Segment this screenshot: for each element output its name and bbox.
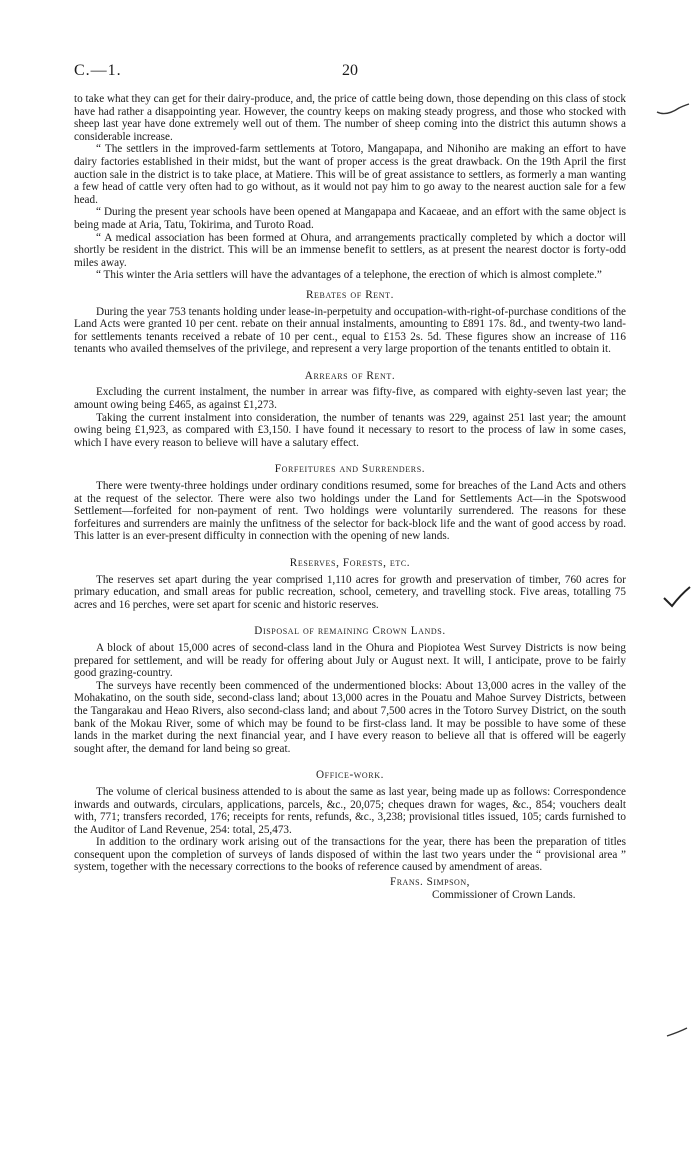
section-heading-rebates: Rebates of Rent. (305, 288, 395, 301)
paragraph: The surveys have recently been commenced of the undermentioned blocks: About 13,000 acres in the valley of the Mohakatino, on the south side, second-class land; about 13,000 acres in the Pouatu and Mahoe Survey Districts, between the Tangarakau and Heao Rivers, also second-class land; and about 7,500 acres in the Totoro Survey District, on the south bank of the Mokau River, some of which may be found to be first-class land. It may be possible to have some of these lands in the market during the next financial year, and I have every reason to believe all that is offered will be eagerly sought after, the demand for land being so great. (74, 679, 626, 755)
body-text (74, 93, 626, 901)
paragraph: The volume of clerical business attended to is about the same as last year, being made up as follows: Correspondence inwards and outwards, circulars, applications, parcels, &c., 20,075; cheques drawn for wages, &c., 854; vouchers dealt with, 771; transfers recorded, 176; receipts for rents, refunds, &c., 3,238; provisional titles issued, 105; cards furnished to the Auditor of Land Revenue, 254: total, 25,473. (74, 785, 626, 836)
paragraph: The reserves set apart during the year comprised 1,110 acres for growth and preservation of timber, 760 acres for primary education, and small areas for public recreation, school, cemetery, and travelling stock. Five areas, totalling 75 acres and 16 perches, were set apart for scenic and historic reserves. (74, 573, 626, 611)
paragraph: “ A medical association has been formed at Ohura, and arrangements practically completed by which a doctor will shortly be resident in the district. This will be an immense benefit to settlers, as at present the nearest doctor is forty-odd miles away. (74, 231, 626, 269)
signature-block (74, 876, 626, 901)
paragraph: “ The settlers in the improved-farm settlements at Totoro, Mangapapa, and Nihoniho are making an effort to have dairy factories established in their midst, but the want of proper access is the great drawback. On the 19th April the first auction sale in the district is to take place, at Matiere. This will be of great assistance to settlers, as formerly a man wanting a few head of cattle very often had to go without, as it would not pay him to go away to the nearest auction sale for a few head. (74, 143, 626, 206)
page-number: 20 (342, 62, 358, 79)
paragraph: Taking the current instalment into consideration, the number of tenants was 229, against 251 last year; the amount owing being £1,923, as compared with £3,150. I have found it necessary to resort to the process of law in some cases, which I have every reason to believe will have a salutary effect. (74, 411, 626, 449)
section-heading-forfeitures: Forfeitures and Surrenders. (274, 463, 426, 476)
page-header (74, 62, 626, 82)
paragraph: In addition to the ordinary work arising out of the transactions for the year, there has been the preparation of titles consequent upon the completion of surveys of lands disposed of within the last two years under the “ provisional area ” system, together with the necessary corrections to the books of reference caused by amendment of areas. (74, 836, 626, 874)
paragraph: A block of about 15,000 acres of second-class land in the Ohura and Piopiotea West Survey Districts is now being prepared for settlement, and will be ready for offering about July or August next. It will, I anticipate, prove to be fairly good grazing-country. (74, 641, 626, 680)
paragraph: There were twenty-three holdings under ordinary conditions resumed, some for breaches of the Land Acts and others at the request of the selector. There were also two holdings under the Land for Settlements Act—in the Spotswood Settlement—forfeited for non-payment of rent. Two holdings were voluntarily surrendered. The reasons for these forfeitures and surrenders are mainly the unfitness of the selector for back-block life and the want of good access by road. This latter is an ever-present difficulty in connection with the opening of new lands. (74, 480, 626, 543)
section-heading-office: Office-work. (315, 769, 385, 782)
document-reference: C.—1. (74, 62, 122, 79)
section-heading-arrears: Arrears of Rent. (304, 369, 396, 382)
signatory-name: Frans. Simpson, (390, 876, 470, 889)
paragraph: “ During the present year schools have been opened at Mangapapa and Kacaeae, and an effort with the same object is being made at Aria, Tatu, Tokirima, and Turoto Road. (74, 206, 626, 231)
paragraph: to take what they can get for their dairy-produce, and, the price of cattle being down, those depending on this class of stock have had rather a disappointing year. However, the country keeps on making steady progress, and those who stocked with sheep last year have done extremely well out of them. The number of sheep coming into the district this autumn shows a considerable increase. (74, 93, 626, 143)
paragraph: During the year 753 tenants holding under lease-in-perpetuity and occupation-with-right-of-purchase conditions of the Land Acts were granted 10 per cent. rebate on their annual instalments, amounting to £891 17s. 8d., and twenty-two land-for settlements tenants received a rebate of 10 per cent., equal to £153 2s. 5d. These figures show an increase of 116 tenants who availed themselves of the privilege, and represent a very large proportion of the tenants entitled to obtain it. (74, 305, 627, 356)
paragraph: Excluding the current instalment, the number in arrear was fifty-five, as compared with eighty-seven last year; the amount owing being £465, as against £1,273. (74, 386, 626, 412)
margin-check-mark-icon (660, 584, 694, 614)
signatory-title: Commissioner of Crown Lands. (432, 888, 576, 901)
section-heading-disposal: Disposal of remaining Crown Lands. (254, 625, 446, 638)
margin-tick-mark-icon (655, 100, 691, 120)
paragraph: “ This winter the Aria settlers will have the advantages of a telephone, the erection of which is almost complete.” (96, 269, 602, 282)
section-heading-reserves: Reserves, Forests, etc. (289, 557, 411, 569)
margin-dash-mark-icon (665, 1024, 691, 1042)
